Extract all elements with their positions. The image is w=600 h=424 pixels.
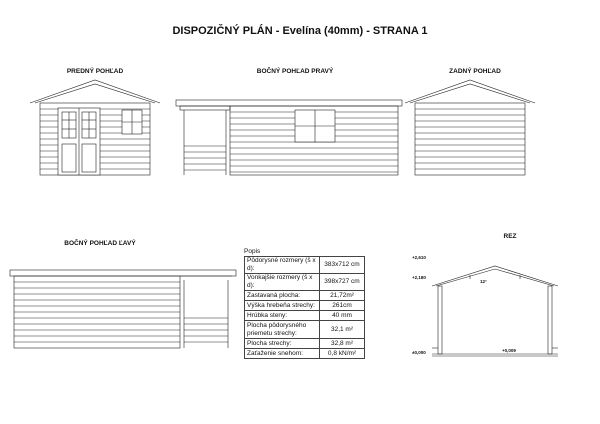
label-section-view: REZ xyxy=(503,233,517,240)
side-left-view-drawing xyxy=(10,270,236,348)
table-row: Vonkajšie rozmery (š x d): 398x727 cm xyxy=(245,274,365,291)
table-row: Plocha strechy: 32,8 m² xyxy=(245,339,365,349)
section-dim-angle: 12° xyxy=(480,279,487,284)
table-row: Výška hrebeňa strechy: 261cm xyxy=(245,301,365,311)
table-row: Zastavaná plocha: 21,72m² xyxy=(245,291,365,301)
section-dim-top: +2,610 xyxy=(412,255,426,260)
description-table xyxy=(244,248,365,359)
label-side-right-view: BOČNÝ POHĽAD PRAVÝ xyxy=(256,68,334,75)
table-row: Hrúbka steny: 40 mm xyxy=(245,311,365,321)
section-view-drawing xyxy=(432,266,558,356)
section-dim-floor-right: +0,009 xyxy=(502,348,516,353)
table-row: Plocha pôdorysného priemetu strechy: 32,1 m² xyxy=(245,321,365,339)
page-title: DISPOZIČNÝ PLÁN - Evelína (40mm) - STRANA 1 xyxy=(172,25,428,37)
side-right-view-drawing xyxy=(176,100,402,175)
label-side-left-view: BOČNÝ POHĽAD ĽAVÝ xyxy=(64,240,136,247)
table-row: Pôdorysné rozmery (š x d): 383x712 cm xyxy=(245,257,365,274)
back-view-drawing xyxy=(405,80,535,175)
label-back-view: ZADNÝ POHĽAD xyxy=(449,68,501,75)
label-front-view: PREDNÝ POHĽAD xyxy=(66,68,124,75)
section-dim-eave: +2,180 xyxy=(412,275,426,280)
table-caption: Popis xyxy=(244,248,261,255)
table-row: Zaťaženie snehom: 0,8 kN/m² xyxy=(245,349,365,359)
section-dim-floor-left: ±0,000 xyxy=(412,350,426,355)
front-view-drawing xyxy=(30,80,160,175)
